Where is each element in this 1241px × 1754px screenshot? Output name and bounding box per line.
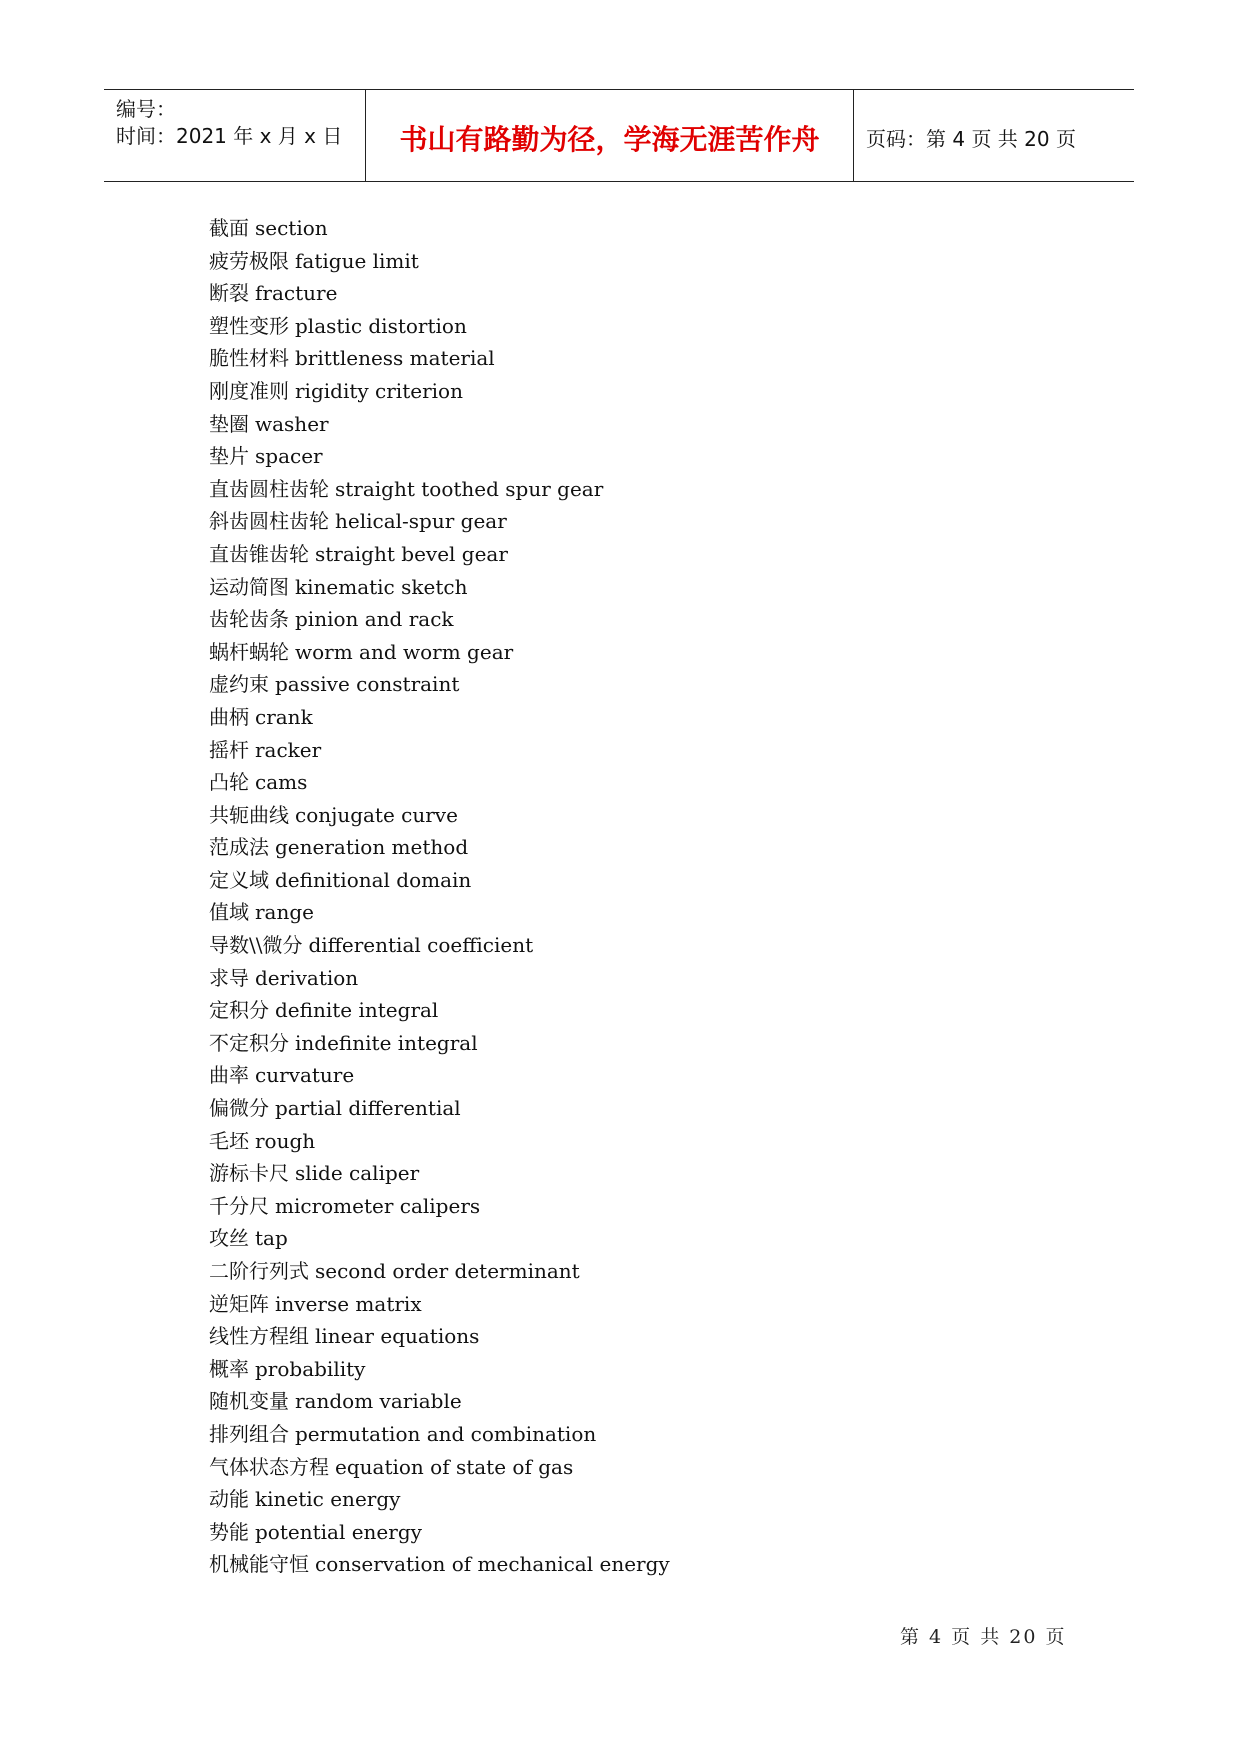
term-item — [209, 701, 670, 734]
term-english: kinetic energy — [255, 1487, 401, 1512]
term-chinese: 塑性变形 — [209, 313, 289, 338]
term-chinese: 脆性材料 — [209, 346, 289, 371]
term-item — [209, 1451, 670, 1484]
term-item — [209, 1222, 670, 1255]
term-chinese: 直齿圆柱齿轮 — [209, 476, 329, 501]
term-item — [209, 734, 670, 767]
term-item — [209, 1059, 670, 1092]
term-chinese: 断裂 — [209, 281, 249, 306]
term-item — [209, 1516, 670, 1549]
term-item — [209, 1092, 670, 1125]
term-item — [209, 799, 670, 832]
term-english: generation method — [275, 835, 469, 860]
term-item — [209, 245, 670, 278]
term-english: differential coefficient — [308, 933, 534, 958]
term-item — [209, 538, 670, 571]
motto: 书山有路勤为径，学海无涯苦作舟 — [399, 123, 820, 156]
term-chinese: 刚度准则 — [209, 378, 289, 403]
term-english: indefinite integral — [295, 1030, 478, 1055]
term-english: plastic distortion — [295, 313, 467, 338]
term-english: derivation — [255, 965, 359, 990]
term-english: fatigue limit — [295, 248, 419, 273]
term-chinese: 垫片 — [209, 444, 249, 469]
term-chinese: 值域 — [209, 900, 249, 925]
term-item — [209, 505, 670, 538]
term-chinese: 摇杆 — [209, 737, 249, 762]
term-english: slide caliper — [295, 1161, 420, 1186]
doc-number-label: 编号： — [116, 97, 176, 121]
header-page-cell — [854, 90, 1134, 181]
term-chinese: 随机变量 — [209, 1389, 289, 1414]
term-item — [209, 1353, 670, 1386]
term-list — [209, 212, 670, 1581]
term-english: straight toothed spur gear — [335, 476, 604, 501]
term-chinese: 动能 — [209, 1487, 249, 1512]
term-english: spacer — [255, 444, 323, 469]
term-chinese: 曲率 — [209, 1063, 249, 1088]
term-item — [209, 1385, 670, 1418]
term-english: fracture — [255, 281, 338, 306]
term-item — [209, 1320, 670, 1353]
term-english: crank — [255, 704, 313, 729]
term-item — [209, 1548, 670, 1581]
term-english: pinion and rack — [295, 607, 454, 632]
term-english: random variable — [295, 1389, 462, 1414]
term-item — [209, 636, 670, 669]
term-chinese: 垫圈 — [209, 411, 249, 436]
term-item — [209, 766, 670, 799]
term-chinese: 气体状态方程 — [209, 1454, 329, 1479]
term-english: section — [255, 216, 328, 240]
term-english: conservation of mechanical energy — [315, 1552, 670, 1577]
term-item — [209, 962, 670, 995]
term-chinese: 线性方程组 — [209, 1324, 309, 1349]
header-motto-cell — [366, 90, 854, 181]
term-english: worm and worm gear — [295, 639, 514, 664]
term-chinese: 虚约束 — [209, 672, 269, 697]
term-chinese: 疲劳极限 — [209, 248, 289, 273]
term-english: definite integral — [275, 998, 439, 1023]
header-table — [104, 89, 1134, 182]
term-english: washer — [255, 411, 329, 436]
term-english: linear equations — [315, 1324, 480, 1349]
term-chinese: 截面 — [209, 216, 249, 240]
term-chinese: 运动简图 — [209, 574, 289, 599]
term-english: micrometer calipers — [275, 1193, 481, 1218]
term-chinese: 凸轮 — [209, 770, 249, 795]
term-item — [209, 603, 670, 636]
term-english: helical-spur gear — [335, 509, 507, 534]
footer-page-number: 第 4 页 共 20 页 — [900, 1626, 1067, 1648]
term-item — [209, 831, 670, 864]
term-chinese: 二阶行列式 — [209, 1259, 309, 1283]
term-chinese: 偏微分 — [209, 1096, 269, 1121]
term-item — [209, 571, 670, 604]
term-english: permutation and combination — [295, 1421, 597, 1446]
term-english: second order determinant — [315, 1259, 580, 1283]
term-english: potential energy — [255, 1519, 422, 1544]
term-item — [209, 1157, 670, 1190]
term-english: cams — [255, 770, 308, 795]
term-item — [209, 1027, 670, 1060]
term-item — [209, 1125, 670, 1158]
term-english: inverse matrix — [275, 1291, 422, 1316]
term-item — [209, 864, 670, 897]
term-english: kinematic sketch — [295, 574, 468, 599]
term-english: rough — [255, 1128, 316, 1153]
term-chinese: 共轭曲线 — [209, 802, 289, 827]
term-english: definitional domain — [275, 867, 472, 892]
term-chinese: 游标卡尺 — [209, 1161, 289, 1186]
term-english: racker — [255, 737, 322, 762]
term-item — [209, 896, 670, 929]
term-chinese: 曲柄 — [209, 704, 249, 729]
term-chinese: 毛坯 — [209, 1128, 249, 1153]
term-item — [209, 668, 670, 701]
term-english: passive constraint — [275, 672, 460, 697]
term-item — [209, 277, 670, 310]
term-english: tap — [255, 1226, 288, 1251]
term-item — [209, 440, 670, 473]
term-english: partial differential — [275, 1096, 461, 1121]
term-item — [209, 408, 670, 441]
term-chinese: 势能 — [209, 1519, 249, 1544]
term-chinese: 千分尺 — [209, 1193, 269, 1218]
doc-time: 时间：2021 年 x 月 x 日 — [116, 124, 343, 148]
term-english: equation of state of gas — [335, 1454, 574, 1479]
term-chinese: 机械能守恒 — [209, 1552, 309, 1577]
term-english: rigidity criterion — [295, 378, 463, 403]
term-english: conjugate curve — [295, 802, 458, 827]
term-chinese: 定义域 — [209, 867, 269, 892]
term-chinese: 不定积分 — [209, 1030, 289, 1055]
term-item — [209, 994, 670, 1027]
term-english: range — [255, 900, 315, 925]
term-chinese: 蜗杆蜗轮 — [209, 639, 289, 664]
term-chinese: 直齿锥齿轮 — [209, 541, 309, 566]
header-info-cell — [104, 90, 366, 181]
term-chinese: 导数\\微分 — [209, 933, 303, 958]
header-page-info: 页码：第 4 页 共 20 页 — [866, 127, 1076, 151]
term-english: curvature — [255, 1063, 355, 1088]
term-chinese: 逆矩阵 — [209, 1291, 269, 1316]
term-chinese: 齿轮齿条 — [209, 607, 289, 632]
term-english: probability — [255, 1356, 366, 1381]
term-chinese: 范成法 — [209, 835, 269, 860]
term-item — [209, 1255, 670, 1288]
term-chinese: 斜齿圆柱齿轮 — [209, 509, 329, 534]
term-chinese: 概率 — [209, 1356, 249, 1381]
term-item — [209, 473, 670, 506]
term-chinese: 攻丝 — [209, 1226, 249, 1251]
term-item — [209, 1190, 670, 1223]
term-chinese: 排列组合 — [209, 1421, 289, 1446]
term-item — [209, 1288, 670, 1321]
term-item — [209, 212, 670, 245]
term-item — [209, 342, 670, 375]
term-item — [209, 1483, 670, 1516]
term-chinese: 求导 — [209, 965, 249, 990]
term-item — [209, 1418, 670, 1451]
term-chinese: 定积分 — [209, 998, 269, 1023]
term-english: straight bevel gear — [315, 541, 508, 566]
term-item — [209, 375, 670, 408]
term-english: brittleness material — [295, 346, 495, 371]
term-item — [209, 310, 670, 343]
term-item — [209, 929, 670, 962]
